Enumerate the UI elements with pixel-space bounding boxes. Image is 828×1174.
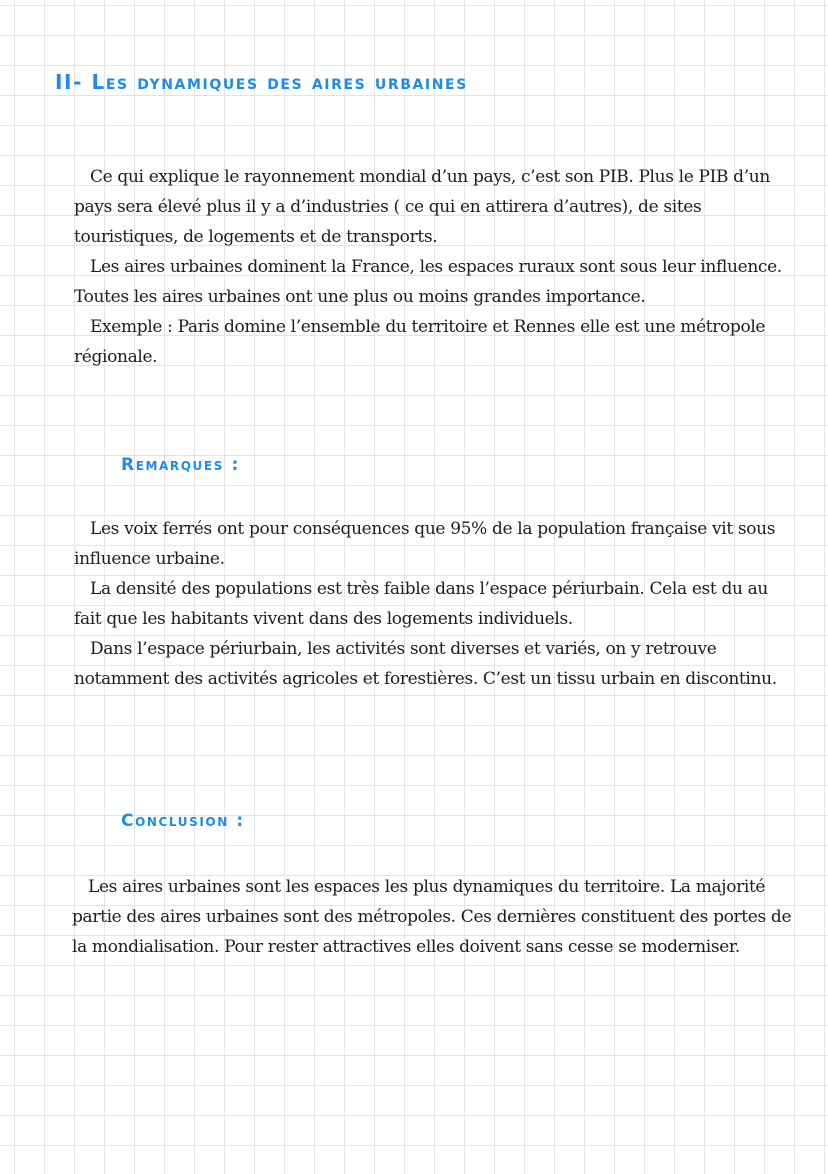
- remarques-section: [74, 514, 794, 694]
- remarques-heading: Remarques :: [121, 455, 240, 475]
- remarques-paragraph: Dans l’espace périurbain, les activités sont diverses et variés, on y retrouve notamment des activités agricoles et forestières. C’est un tissu urbain en discontinu.: [74, 639, 777, 689]
- remarques-paragraph: Les voix ferrés ont pour conséquences que 95% de la population française vit sous influence urbaine.: [74, 519, 776, 569]
- remarques-paragraph: La densité des populations est très faible dans l’espace périurbain. Cela est du au fait que les habitants vivent dans des logements individuels.: [74, 579, 769, 629]
- conclusion-section: [72, 872, 792, 962]
- conclusion-paragraph: Les aires urbaines sont les espaces les plus dynamiques du territoire. La majorité partie des aires urbaines sont des métropoles. Ces dernières constituent des portes de la mondialisation. Pour rester attractives elles doivent sans cesse se moderniser.: [72, 877, 792, 957]
- intro-paragraph: Les aires urbaines dominent la France, les espaces ruraux sont sous leur influence. Toutes les aires urbaines ont une plus ou moins grandes importance.: [74, 257, 782, 307]
- intro-section: [74, 162, 794, 372]
- conclusion-heading: Conclusion :: [121, 811, 245, 831]
- intro-paragraph: Exemple : Paris domine l’ensemble du territoire et Rennes elle est une métropole régionale.: [74, 317, 766, 367]
- intro-paragraph: Ce qui explique le rayonnement mondial d’un pays, c’est son PIB. Plus le PIB d’un pays sera élevé plus il y a d’industries ( ce qui en attirera d’autres), de sites touristiques, de logements et de transports.: [74, 167, 770, 247]
- section-title: II- Les dynamiques des aires urbaines: [55, 70, 468, 94]
